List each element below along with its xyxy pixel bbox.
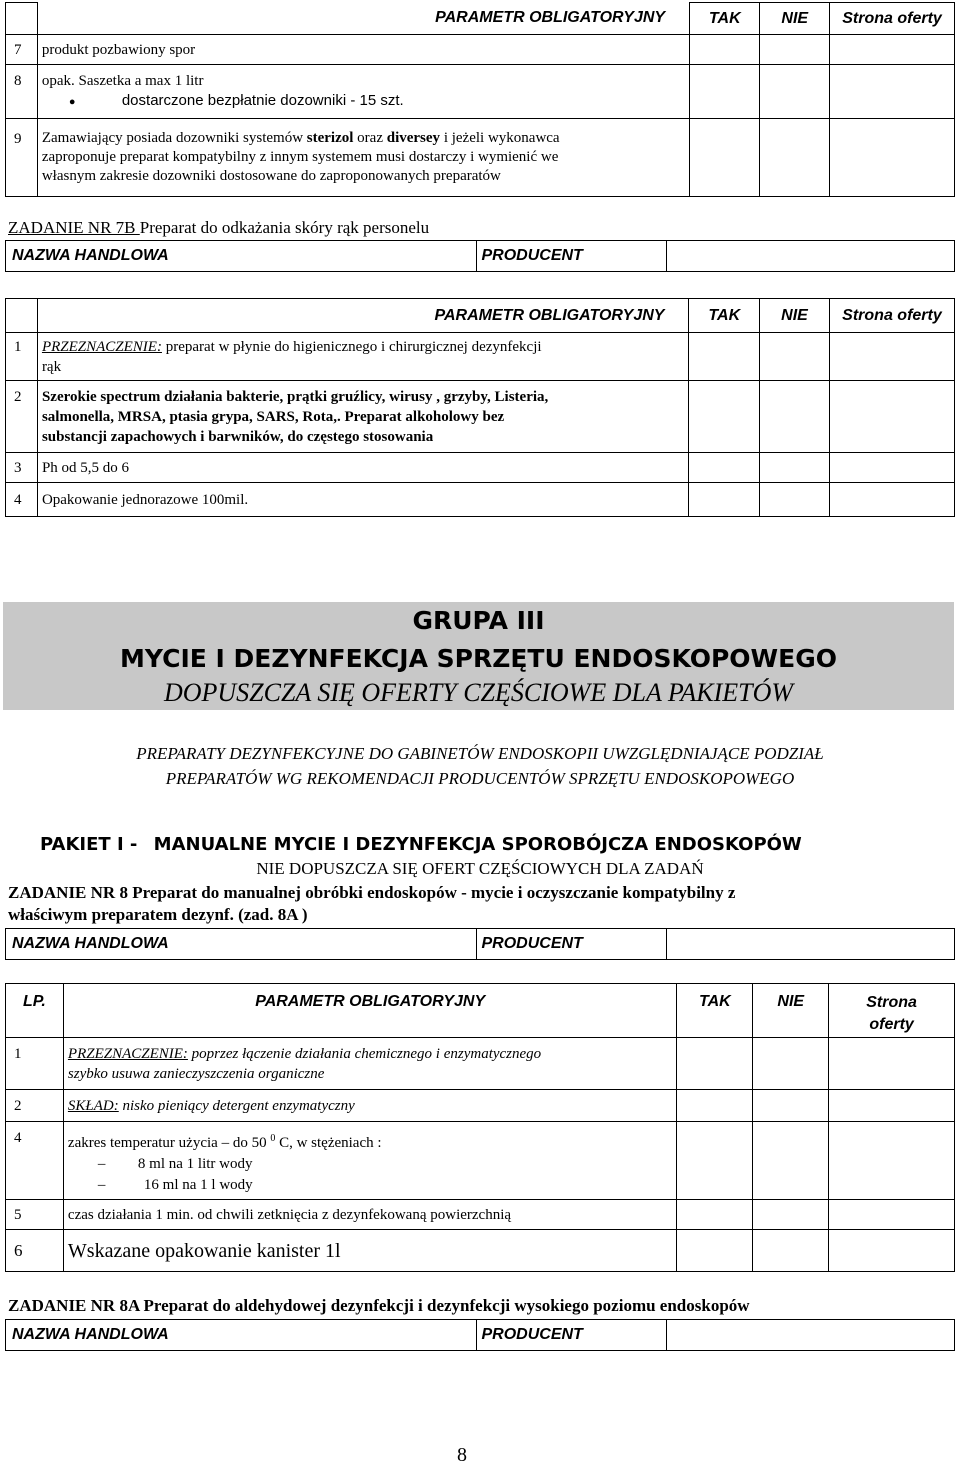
task-label: ZADANIE NR 8A <box>8 1296 144 1315</box>
cell-tak <box>690 119 760 197</box>
cell-nie <box>753 1038 829 1090</box>
page-number: 8 <box>457 1444 467 1466</box>
cell-strona <box>830 119 955 197</box>
cell-strona <box>829 1122 955 1200</box>
trade-name-table <box>5 1319 955 1351</box>
cell-strona <box>829 483 954 517</box>
header-strona: Strona oferty <box>829 299 954 333</box>
row-number: 4 <box>6 1122 64 1200</box>
dose-item <box>68 1175 673 1196</box>
task-title: Preparat do manualnej obróbki endoskopów - mycie i oczyszczanie kompatybilny z <box>132 883 736 902</box>
group-title: GRUPA III <box>412 606 545 635</box>
text-part: Zamawiający posiada dozowniki systemów <box>41 130 307 146</box>
package-label: PAKIET I - <box>40 834 144 855</box>
dose-text: 16 ml na 1 l wody <box>143 1177 253 1193</box>
task-8-heading <box>8 882 735 926</box>
task-title: Preparat do odkażania skóry rąk personelu <box>139 218 430 237</box>
header-lp: LP. <box>6 984 64 1038</box>
header-empty <box>6 299 38 333</box>
row-text-block <box>37 333 689 381</box>
row-text: produkt pozbawiony spor <box>37 35 689 65</box>
row-number: 9 <box>6 119 38 197</box>
trade-name-table <box>5 928 955 960</box>
cell-nie <box>760 381 830 453</box>
header-nie: NIE <box>760 3 830 35</box>
producer-value <box>667 929 955 960</box>
package-note: NIE DOPUSZCZA SIĘ OFERT CZĘŚCIOWYCH DLA ZADAŃ <box>256 859 704 878</box>
task-8a-heading <box>8 1296 750 1316</box>
row-number: 6 <box>6 1230 64 1272</box>
row-number: 1 <box>6 333 38 381</box>
row-line: własnym zakresie dozowniki dostosowane do zaproponowanych preparatów <box>41 168 501 184</box>
text-part: preparat w płynie do higienicznego i chirurgicznej dezynfekcji <box>161 339 542 355</box>
cell-nie <box>760 483 830 517</box>
row-text: Ph od 5,5 do 6 <box>37 453 689 483</box>
table-continuation <box>5 2 955 197</box>
cell-tak <box>689 381 760 453</box>
bullet-item: ● dostarczone bezpłatnie dozowniki - 15 szt. <box>122 91 685 111</box>
cell-tak <box>689 483 760 517</box>
cell-nie <box>760 119 830 197</box>
task-line <box>8 882 735 904</box>
cell-strona <box>830 35 955 65</box>
cell-nie <box>753 1090 829 1122</box>
cell-tak <box>677 1122 753 1200</box>
cell-strona <box>830 65 955 119</box>
row-number: 5 <box>6 1200 64 1230</box>
row-text-block <box>37 65 689 119</box>
row-text-block <box>63 1090 677 1122</box>
dose-item <box>68 1154 673 1175</box>
task-label: ZADANIE NR 8 <box>8 883 133 902</box>
cell-tak <box>677 1200 753 1230</box>
task-title: Preparat do aldehydowej dezynfekcji i dezynfekcji wysokiego poziomu endoskopów <box>143 1296 750 1315</box>
row-text-block <box>63 1038 677 1090</box>
cell-strona <box>829 333 954 381</box>
note-line: PREPARATÓW WG REKOMENDACJI PRODUCENTÓW SPRZĘTU ENDOSKOPOWEGO <box>165 769 795 788</box>
trade-name-label: NAZWA HANDLOWA <box>6 929 477 960</box>
row-line <box>68 1044 673 1064</box>
row-number: 8 <box>6 65 38 119</box>
row-text-block <box>63 1122 677 1200</box>
header-nie: NIE <box>753 984 829 1038</box>
group-banner <box>3 602 954 710</box>
row-line: salmonella, MRSA, ptasia grypa, SARS, Rota,. Preparat alkoholowy bez <box>41 409 505 425</box>
row-number: 2 <box>6 381 38 453</box>
header-empty <box>6 3 38 35</box>
cell-strona <box>829 1230 955 1272</box>
text-label: PRZEZNACZENIE: <box>41 339 162 355</box>
producer-label: PRODUCENT <box>477 1320 667 1351</box>
cell-strona <box>829 1090 955 1122</box>
text-part: nisko pieniący detergent enzymatyczny <box>118 1097 355 1114</box>
row-text: Wskazane opakowanie kanister 1l <box>63 1230 677 1272</box>
note-line: PREPARATY DEZYNFEKCYJNE DO GABINETÓW ENDOSKOPII UWZGLĘDNIAJĄCE PODZIAŁ <box>136 744 824 763</box>
cell-nie <box>760 65 830 119</box>
text-part: zakres temperatur użycia – do 50 <box>67 1135 271 1151</box>
cell-nie <box>753 1230 829 1272</box>
header-tak: TAK <box>690 3 760 35</box>
package-title: MANUALNE MYCIE I DEZYNFEKCJA SPOROBÓJCZA ENDOSKOPÓW <box>153 834 802 855</box>
header-param: PARAMETR OBLIGATORYJNY <box>37 3 689 35</box>
task-line: właściwym preparatem dezynf. (zad. 8A ) <box>8 905 308 924</box>
producer-value <box>667 241 955 272</box>
cell-tak <box>677 1038 753 1090</box>
cell-nie <box>753 1200 829 1230</box>
row-line <box>68 1128 673 1154</box>
row-text: Opakowanie jednorazowe 100mil. <box>37 483 689 517</box>
group-subtitle: MYCIE I DEZYNFEKCJA SPRZĘTU ENDOSKOPOWEGO <box>120 644 837 673</box>
header-param: PARAMETR OBLIGATORYJNY <box>37 299 689 333</box>
task-label: ZADANIE NR 7B <box>8 218 140 237</box>
cell-nie <box>753 1122 829 1200</box>
trade-name-table <box>5 240 955 272</box>
task-7b-heading <box>8 218 429 238</box>
cell-tak <box>689 453 760 483</box>
cell-strona <box>829 1200 955 1230</box>
producer-value <box>667 1320 955 1351</box>
table-7b <box>5 298 955 517</box>
cell-tak <box>677 1230 753 1272</box>
package-heading <box>40 834 802 855</box>
table-8 <box>5 983 955 1272</box>
row-number: 7 <box>6 35 38 65</box>
row-number: 1 <box>6 1038 64 1090</box>
text-bold: sterizol <box>306 130 354 146</box>
header-tak: TAK <box>677 984 753 1038</box>
header-strona: Strona oferty <box>830 3 955 35</box>
preparations-note <box>0 741 960 791</box>
producer-label: PRODUCENT <box>477 241 667 272</box>
text-part: oraz <box>353 130 387 146</box>
row-line <box>42 129 685 148</box>
header-tak: TAK <box>689 299 760 333</box>
text-label: PRZEZNACZENIE: <box>67 1046 188 1062</box>
text-part: i jeżeli wykonawca <box>440 130 560 146</box>
row-line: zaproponuje preparat kompatybilny z innym systemem musi dostarczy i wymienić we <box>41 149 559 165</box>
text-part: C, w stężeniach : <box>275 1135 382 1151</box>
row-line: rąk <box>41 359 62 375</box>
cell-strona <box>829 381 954 453</box>
cell-nie <box>760 35 830 65</box>
row-line: szybko usuwa zanieczyszczenia organiczne <box>67 1066 325 1082</box>
superscript: 0 <box>270 1133 276 1144</box>
text-label: SKŁAD: <box>67 1097 119 1114</box>
cell-nie <box>760 453 830 483</box>
cell-tak <box>690 35 760 65</box>
row-line: substancji zapachowych i barwników, do częstego stosowania <box>41 429 434 445</box>
header-strona-line: oferty <box>869 1016 914 1033</box>
row-line <box>42 337 685 357</box>
row-line: Szerokie spectrum działania bakterie, prątki gruźlicy, wirusy , grzyby, Listeria, <box>41 389 549 405</box>
cell-nie <box>760 333 830 381</box>
dash-icon: – <box>97 1156 106 1172</box>
cell-tak <box>690 65 760 119</box>
dose-text: 8 ml na 1 litr wody <box>137 1156 253 1172</box>
header-strona-line: Strona <box>866 994 917 1011</box>
header-nie: NIE <box>760 299 830 333</box>
text-part: poprzez łączenie działania chemicznego i enzymatycznego <box>187 1046 542 1062</box>
row-text: czas działania 1 min. od chwili zetknięcia z dezynfekowaną powierzchnią <box>63 1200 677 1230</box>
row-text-block <box>37 381 689 453</box>
trade-name-label: NAZWA HANDLOWA <box>6 1320 477 1351</box>
cell-strona <box>829 453 954 483</box>
cell-tak <box>689 333 760 381</box>
dash-icon: – <box>97 1177 106 1193</box>
row-number: 3 <box>6 453 38 483</box>
header-param: PARAMETR OBLIGATORYJNY <box>63 984 677 1038</box>
producer-label: PRODUCENT <box>477 929 667 960</box>
row-number: 2 <box>6 1090 64 1122</box>
header-strona <box>829 984 955 1038</box>
row-text-block <box>37 119 689 197</box>
cell-tak <box>677 1090 753 1122</box>
group-note: DOPUSZCZA SIĘ OFERTY CZĘŚCIOWE DLA PAKIETÓW <box>163 678 794 707</box>
trade-name-label: NAZWA HANDLOWA <box>6 241 477 272</box>
row-text: opak. Saszetka a max 1 litr <box>41 73 204 89</box>
row-number: 4 <box>6 483 38 517</box>
cell-strona <box>829 1038 955 1090</box>
text-bold: diversey <box>386 130 441 146</box>
